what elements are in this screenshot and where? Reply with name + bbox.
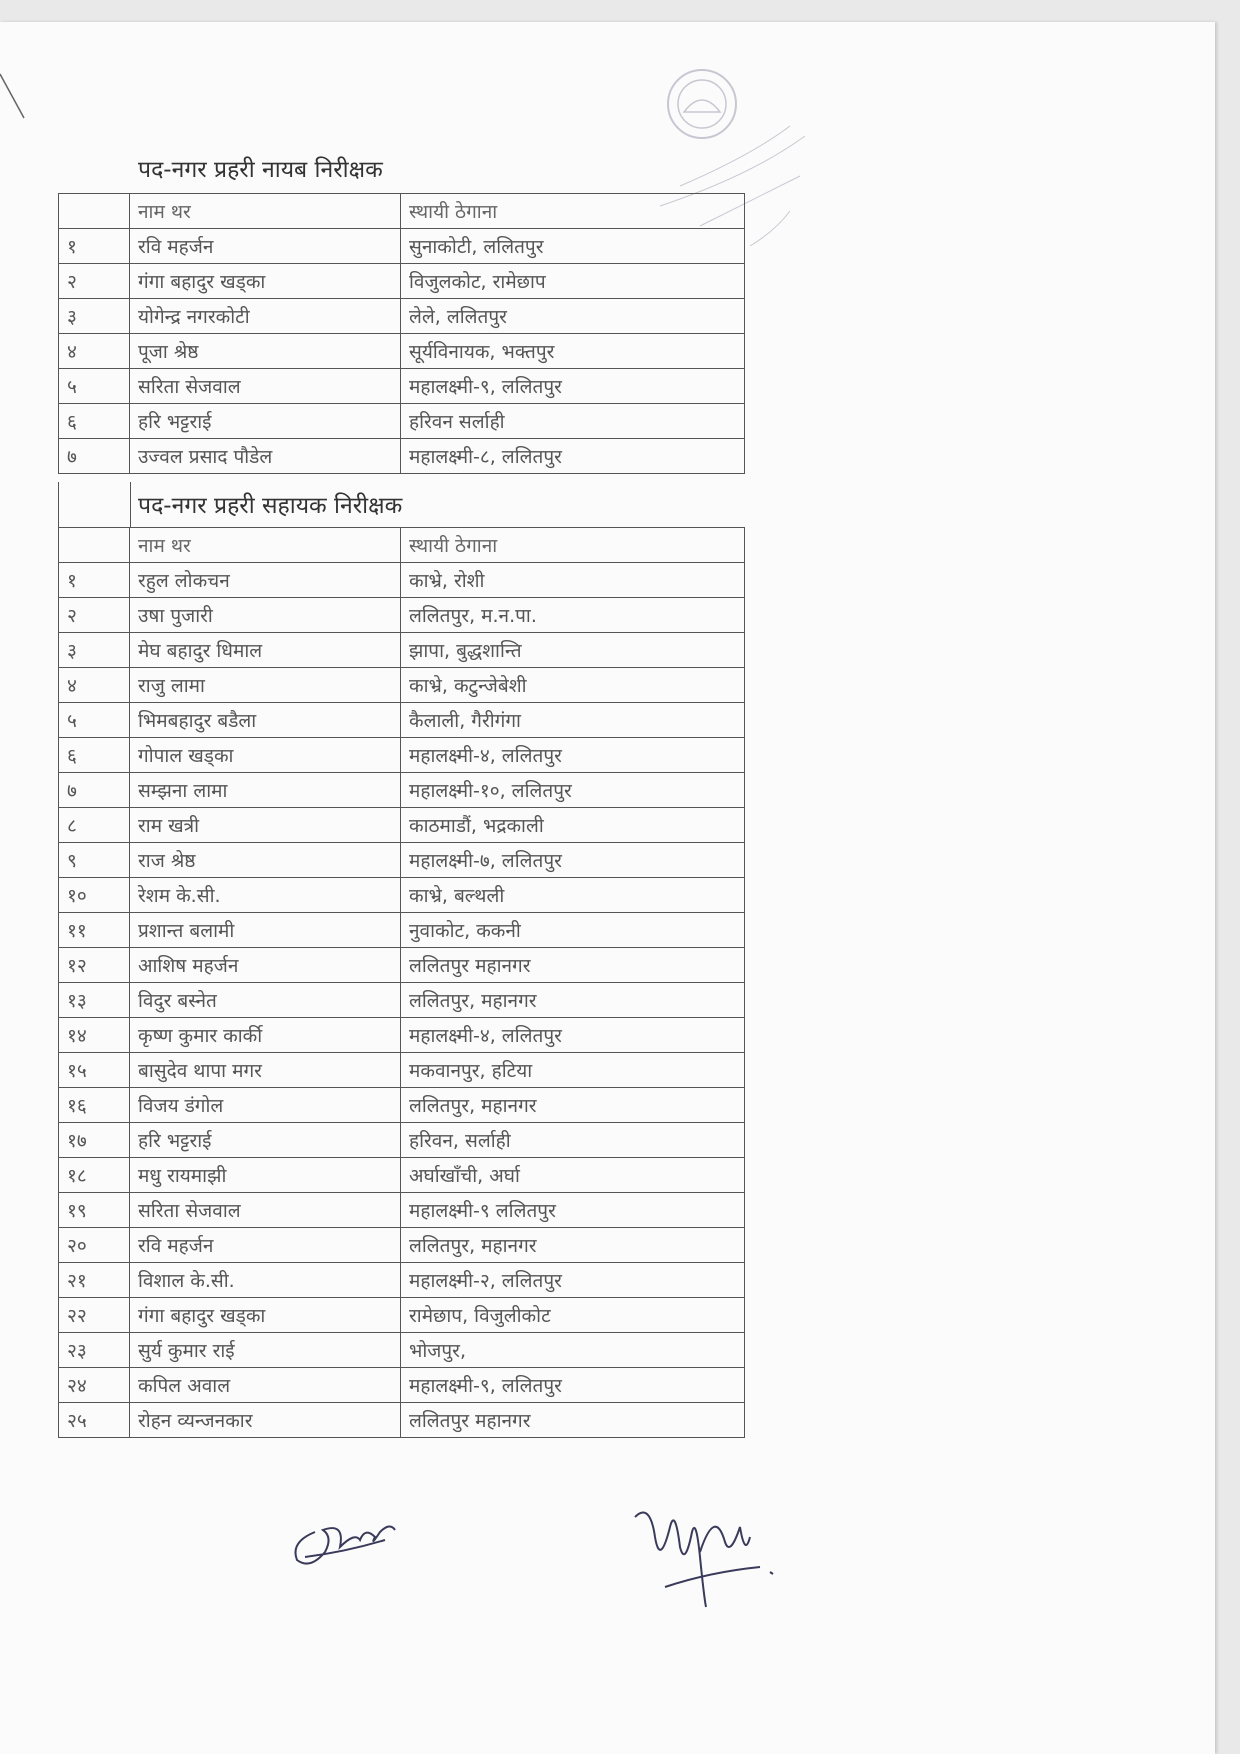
header-serial: [59, 528, 130, 563]
name-cell: रवि महर्जन: [130, 229, 401, 264]
address-cell: ललितपुर महानगर: [401, 1403, 745, 1438]
table-row: [59, 1298, 745, 1333]
serial-number-cell: ३: [59, 633, 130, 668]
address-cell: लेले, ललितपुर: [401, 299, 745, 334]
name-cell: राम खत्री: [130, 808, 401, 843]
name-cell: कृष्ण कुमार कार्की: [130, 1018, 401, 1053]
serial-number-cell: १६: [59, 1088, 130, 1123]
section-title-row-border: [58, 482, 131, 527]
address-cell: महालक्ष्मी-९ ललितपुर: [401, 1193, 745, 1228]
name-cell: पूजा श्रेष्ठ: [130, 334, 401, 369]
address-cell: नुवाकोट, ककनी: [401, 913, 745, 948]
serial-number-cell: ६: [59, 738, 130, 773]
serial-number-cell: १२: [59, 948, 130, 983]
serial-number-cell: २: [59, 264, 130, 299]
address-cell: काभ्रे, रोशी: [401, 563, 745, 598]
table-row: [59, 1018, 745, 1053]
table-row: [59, 299, 745, 334]
table-row: [59, 1123, 745, 1158]
name-cell: योगेन्द्र नगरकोटी: [130, 299, 401, 334]
serial-number-cell: १३: [59, 983, 130, 1018]
address-cell: महालक्ष्मी-७, ललितपुर: [401, 843, 745, 878]
name-cell: सरिता सेजवाल: [130, 369, 401, 404]
name-cell: सरिता सेजवाल: [130, 1193, 401, 1228]
table-row: [59, 1088, 745, 1123]
table-row: [59, 404, 745, 439]
address-cell: महालक्ष्मी-८, ललितपुर: [401, 439, 745, 474]
serial-number-cell: ६: [59, 404, 130, 439]
name-cell: रोहन व्यन्जनकार: [130, 1403, 401, 1438]
address-cell: रामेछाप, विजुलीकोट: [401, 1298, 745, 1333]
name-cell: रवि महर्जन: [130, 1228, 401, 1263]
serial-number-cell: ३: [59, 299, 130, 334]
serial-number-cell: १: [59, 229, 130, 264]
serial-number-cell: २३: [59, 1333, 130, 1368]
table-row: [59, 948, 745, 983]
address-cell: महालक्ष्मी-१०, ललितपुर: [401, 773, 745, 808]
address-cell: ललितपुर, महानगर: [401, 1228, 745, 1263]
table-row: [59, 808, 745, 843]
table-row: [59, 668, 745, 703]
address-cell: महालक्ष्मी-४, ललितपुर: [401, 1018, 745, 1053]
name-cell: भिमबहादुर बडैला: [130, 703, 401, 738]
serial-number-cell: ११: [59, 913, 130, 948]
address-cell: अर्घाखाँची, अर्घा: [401, 1158, 745, 1193]
address-cell: झापा, बुद्धशान्ति: [401, 633, 745, 668]
address-cell: महालक्ष्मी-४, ललितपुर: [401, 738, 745, 773]
name-cell: हरि भट्टराई: [130, 404, 401, 439]
name-cell: हरि भट्टराई: [130, 1123, 401, 1158]
table-row: [59, 1158, 745, 1193]
name-cell: मेघ बहादुर धिमाल: [130, 633, 401, 668]
serial-number-cell: १९: [59, 1193, 130, 1228]
table-row: [59, 563, 745, 598]
address-cell: ललितपुर, महानगर: [401, 1088, 745, 1123]
serial-number-cell: ८: [59, 808, 130, 843]
table-row: [59, 633, 745, 668]
serial-number-cell: ५: [59, 369, 130, 404]
name-cell: विजय डंगोल: [130, 1088, 401, 1123]
table-row: [59, 1228, 745, 1263]
address-cell: काठमाडौं, भद्रकाली: [401, 808, 745, 843]
header-address: स्थायी ठेगाना: [401, 528, 745, 563]
table-row: [59, 878, 745, 913]
address-cell: काभ्रे, कटुन्जेबेशी: [401, 668, 745, 703]
address-cell: महालक्ष्मी-९, ललितपुर: [401, 369, 745, 404]
name-cell: कपिल अवाल: [130, 1368, 401, 1403]
serial-number-cell: ५: [59, 703, 130, 738]
name-cell: गंगा बहादुर खड्का: [130, 264, 401, 299]
address-cell: ललितपुर महानगर: [401, 948, 745, 983]
document-sheet: [0, 22, 1215, 1754]
name-cell: प्रशान्त बलामी: [130, 913, 401, 948]
serial-number-cell: ४: [59, 668, 130, 703]
deputy-inspector-table: [58, 193, 745, 474]
assistant-inspector-table: [58, 527, 745, 1438]
address-cell: महालक्ष्मी-९, ललितपुर: [401, 1368, 745, 1403]
section-title-assistant-inspector: पद-नगर प्रहरी सहायक निरीक्षक: [138, 493, 403, 519]
serial-number-cell: १४: [59, 1018, 130, 1053]
table-header-row: [59, 194, 745, 229]
name-cell: राज श्रेष्ठ: [130, 843, 401, 878]
header-name: नाम थर: [130, 194, 401, 229]
address-cell: विजुलकोट, रामेछाप: [401, 264, 745, 299]
table-row: [59, 703, 745, 738]
signature-left: [285, 1502, 405, 1572]
table-row: [59, 598, 745, 633]
name-cell: आशिष महर्जन: [130, 948, 401, 983]
signature-right: [630, 1497, 780, 1617]
table-row: [59, 738, 745, 773]
table-row: [59, 369, 745, 404]
serial-number-cell: २१: [59, 1263, 130, 1298]
name-cell: रेशम के.सी.: [130, 878, 401, 913]
name-cell: सम्झना लामा: [130, 773, 401, 808]
serial-number-cell: १०: [59, 878, 130, 913]
name-cell: उषा पुजारी: [130, 598, 401, 633]
table-row: [59, 1263, 745, 1298]
header-serial: [59, 194, 130, 229]
address-cell: सुनाकोटी, ललितपुर: [401, 229, 745, 264]
name-cell: उज्वल प्रसाद पौडेल: [130, 439, 401, 474]
name-cell: मधु रायमाझी: [130, 1158, 401, 1193]
address-cell: भोजपुर,: [401, 1333, 745, 1368]
serial-number-cell: २२: [59, 1298, 130, 1333]
table-row: [59, 229, 745, 264]
table-row: [59, 334, 745, 369]
serial-number-cell: २४: [59, 1368, 130, 1403]
serial-number-cell: १५: [59, 1053, 130, 1088]
header-name: नाम थर: [130, 528, 401, 563]
table-row: [59, 1333, 745, 1368]
staple-mark: [0, 72, 26, 122]
address-cell: मकवानपुर, हटिया: [401, 1053, 745, 1088]
address-cell: कैलाली, गैरीगंगा: [401, 703, 745, 738]
serial-number-cell: २५: [59, 1403, 130, 1438]
name-cell: विदुर बस्नेत: [130, 983, 401, 1018]
table-row: [59, 1403, 745, 1438]
address-cell: महालक्ष्मी-२, ललितपुर: [401, 1263, 745, 1298]
serial-number-cell: ७: [59, 439, 130, 474]
table-row: [59, 843, 745, 878]
table-row: [59, 264, 745, 299]
address-cell: सूर्यविनायक, भक्तपुर: [401, 334, 745, 369]
table-row: [59, 1053, 745, 1088]
serial-number-cell: १७: [59, 1123, 130, 1158]
table-row: [59, 983, 745, 1018]
name-cell: राजु लामा: [130, 668, 401, 703]
serial-number-cell: २: [59, 598, 130, 633]
section-title-deputy-inspector: पद-नगर प्रहरी नायब निरीक्षक: [138, 157, 383, 183]
serial-number-cell: १८: [59, 1158, 130, 1193]
serial-number-cell: ७: [59, 773, 130, 808]
name-cell: गंगा बहादुर खड्का: [130, 1298, 401, 1333]
address-cell: हरिवन सर्लाही: [401, 404, 745, 439]
name-cell: विशाल के.सी.: [130, 1263, 401, 1298]
name-cell: गोपाल खड्का: [130, 738, 401, 773]
serial-number-cell: २०: [59, 1228, 130, 1263]
address-cell: ललितपुर, म.न.पा.: [401, 598, 745, 633]
name-cell: रहुल लोकचन: [130, 563, 401, 598]
address-cell: ललितपुर, महानगर: [401, 983, 745, 1018]
serial-number-cell: ९: [59, 843, 130, 878]
table-row: [59, 913, 745, 948]
address-cell: काभ्रे, बल्थली: [401, 878, 745, 913]
table-row: [59, 1193, 745, 1228]
serial-number-cell: ४: [59, 334, 130, 369]
name-cell: बासुदेव थापा मगर: [130, 1053, 401, 1088]
address-cell: हरिवन, सर्लाही: [401, 1123, 745, 1158]
serial-number-cell: १: [59, 563, 130, 598]
table-row: [59, 439, 745, 474]
table-row: [59, 773, 745, 808]
header-address: स्थायी ठेगाना: [401, 194, 745, 229]
table-header-row: [59, 528, 745, 563]
table-row: [59, 1368, 745, 1403]
name-cell: सुर्य कुमार राई: [130, 1333, 401, 1368]
